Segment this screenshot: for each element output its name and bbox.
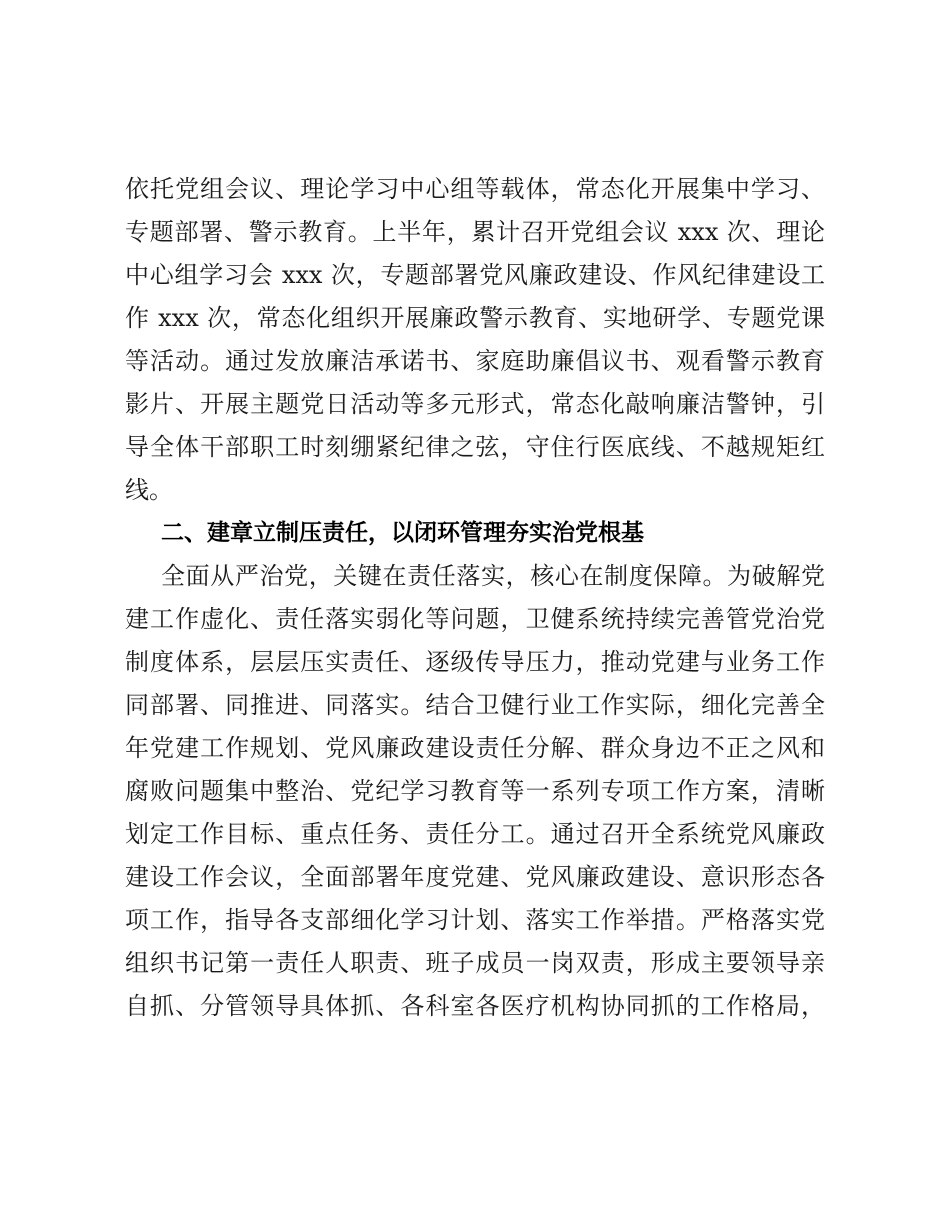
- paragraph-line: 依托党组会议、理论学习中心组等载体，常态化开展集中学习、: [125, 175, 825, 203]
- paragraph-line: 年党建工作规划、党风廉政建设责任分解、群众身边不正之风和: [125, 734, 825, 762]
- paragraph-line: 导全体干部职工时刻绷紧纪律之弦，守住行医底线、不越规矩红: [125, 433, 825, 461]
- paragraph-line: 建工作虚化、责任落实弱化等问题，卫健系统持续完善管党治党: [125, 605, 825, 633]
- paragraph-line: 建设工作会议，全面部署年度党建、党风廉政建设、意识形态各: [125, 863, 825, 891]
- paragraph-line: 制度体系，层层压实责任、逐级传导压力，推动党建与业务工作: [125, 648, 825, 676]
- paragraph-line: 组织书记第一责任人职责、班子成员一岗双责，形成主要领导亲: [125, 949, 825, 977]
- paragraph-line: 等活动。通过发放廉洁承诺书、家庭助廉倡议书、观看警示教育: [125, 347, 825, 375]
- paragraph-line: 专题部署、警示教育。上半年，累计召开党组会议 xxx 次、理论: [125, 218, 825, 246]
- paragraph-line: 同部署、同推进、同落实。结合卫健行业工作实际，细化完善全: [125, 691, 825, 719]
- paragraph-line: 线。: [125, 476, 173, 504]
- paragraph-line: 中心组学习会 xxx 次，专题部署党风廉政建设、作风纪律建设工: [125, 261, 825, 289]
- paragraph-line: 划定工作目标、重点任务、责任分工。通过召开全系统党风廉政: [125, 820, 825, 848]
- paragraph-line: 作 xxx 次，常态化组织开展廉政警示教育、实地研学、专题党课: [125, 304, 825, 332]
- paragraph-line: 项工作，指导各支部细化学习计划、落实工作举措。严格落实党: [125, 906, 825, 934]
- section-heading: 二、建章立制压责任，以闭环管理夯实治党根基: [161, 520, 644, 546]
- paragraph-line: 影片、开展主题党日活动等多元形式，常态化敲响廉洁警钟，引: [125, 390, 825, 418]
- paragraph-line: 腐败问题集中整治、党纪学习教育等一系列专项工作方案，清晰: [125, 777, 825, 805]
- paragraph-line: 全面从严治党，关键在责任落实，核心在制度保障。为破解党: [161, 562, 825, 590]
- paragraph-line: 自抓、分管领导具体抓、各科室各医疗机构协同抓的工作格局，: [125, 992, 825, 1020]
- document-body: [125, 168, 825, 1028]
